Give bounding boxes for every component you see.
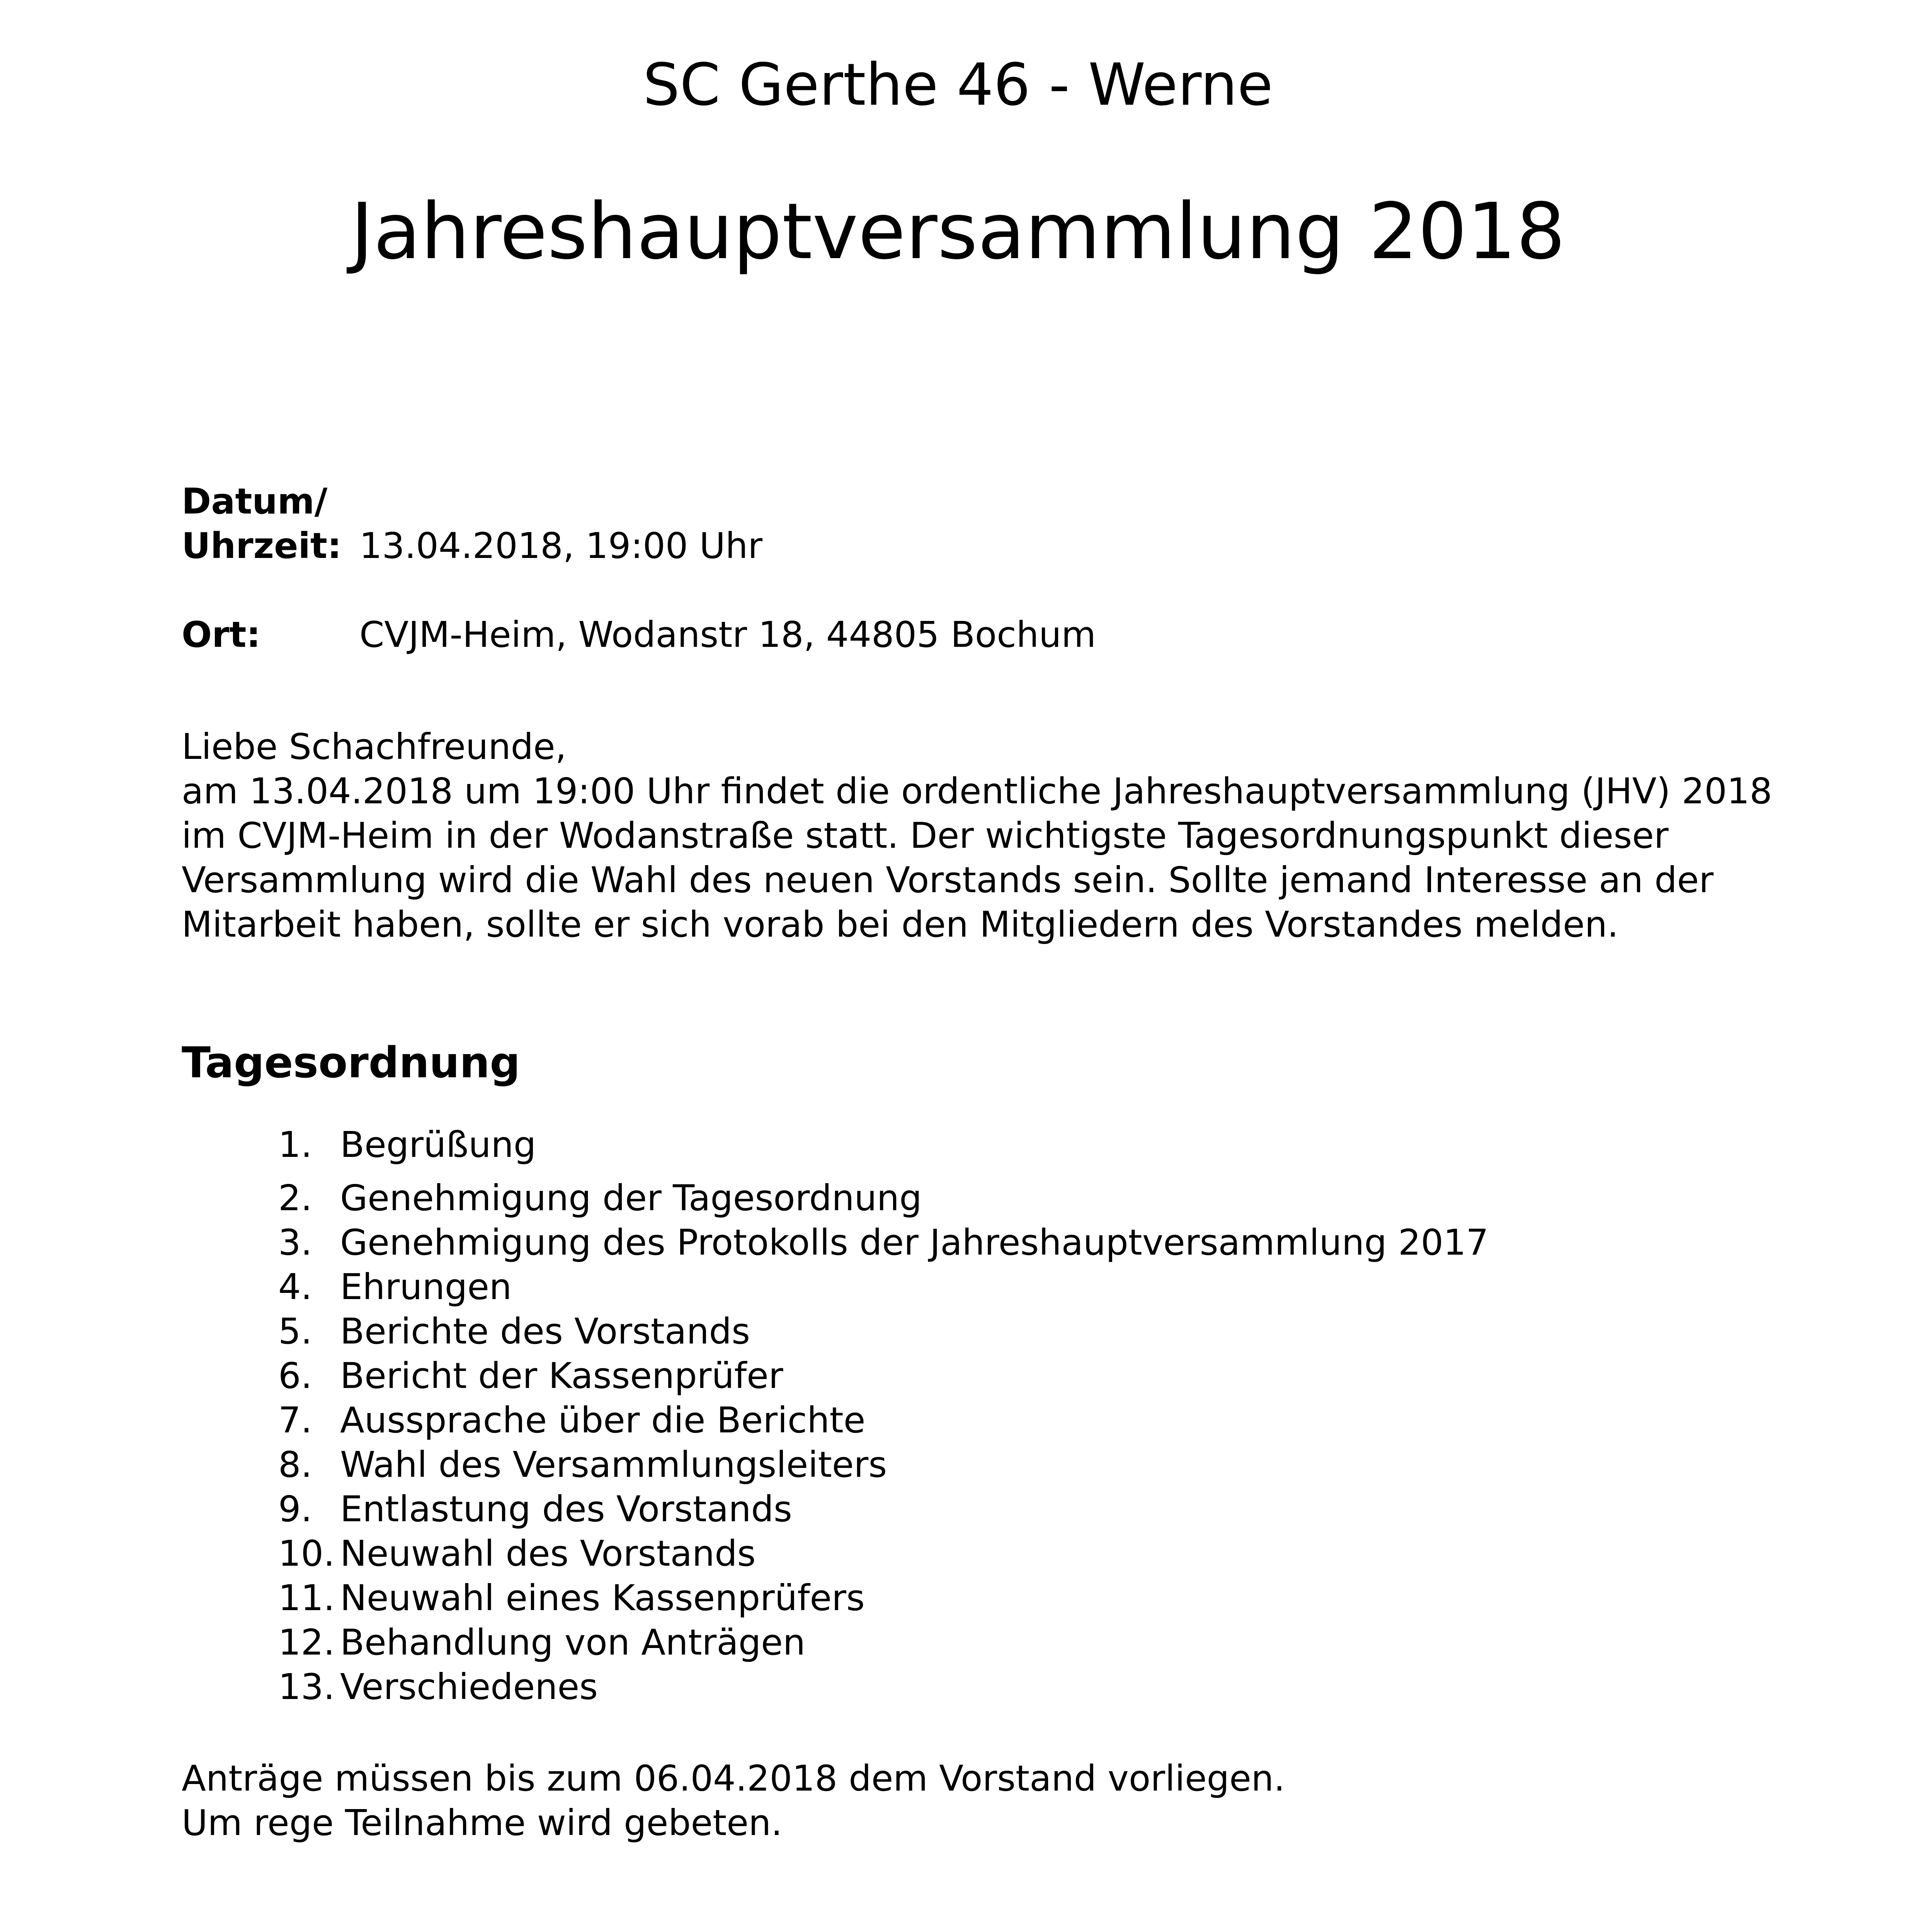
agenda-item-text: Neuwahl des Vorstands: [340, 1533, 756, 1574]
agenda-item-number: 11.: [278, 1577, 335, 1619]
agenda-item-number: 12.: [278, 1622, 335, 1663]
document-title: Jahreshauptversammlung 2018: [351, 187, 1565, 277]
agenda-item-text: Entlastung des Vorstands: [340, 1488, 792, 1530]
agenda-item-text: Aussprache über die Berichte: [340, 1400, 866, 1441]
agenda-item-text: Ehrungen: [340, 1266, 512, 1308]
agenda-item-number: 2.: [278, 1177, 312, 1219]
agenda-item-text: Neuwahl eines Kassenprüfers: [340, 1577, 865, 1619]
agenda-item-number: 3.: [278, 1222, 312, 1263]
intro-line: Mitarbeit haben, sollte er sich vorab bei den Mitgliedern des Vorstandes melden.: [182, 904, 1619, 945]
agenda-item-text: Genehmigung der Tagesordnung: [340, 1177, 922, 1219]
agenda-item-number: 1.: [278, 1124, 312, 1165]
agenda-item-text: Verschiedenes: [340, 1666, 598, 1708]
intro-line: am 13.04.2018 um 19:00 Uhr findet die ordentliche Jahreshauptversammlung (JHV) 2018: [182, 770, 1772, 812]
agenda-item-number: 10.: [278, 1533, 335, 1574]
club-name: SC Gerthe 46 - Werne: [643, 51, 1273, 119]
participation-note: Um rege Teilnahme wird gebeten.: [182, 1802, 783, 1844]
agenda-heading: Tagesordnung: [182, 1038, 521, 1087]
agenda-item-text: Wahl des Versammlungsleiters: [340, 1444, 887, 1485]
intro-line: Versammlung wird die Wahl des neuen Vorstands sein. Sollte jemand Interesse an der: [182, 859, 1714, 901]
date-label-line2: Uhrzeit:: [182, 525, 342, 566]
agenda-item-number: 5.: [278, 1311, 312, 1352]
date-label-line1: Datum/: [182, 481, 328, 522]
agenda-item-number: 7.: [278, 1400, 312, 1441]
date-value: 13.04.2018, 19:00 Uhr: [359, 525, 763, 566]
greeting: Liebe Schachfreunde,: [182, 726, 567, 767]
agenda-item-text: Bericht der Kassenprüfer: [340, 1355, 783, 1396]
agenda-item-text: Begrüßung: [340, 1124, 536, 1165]
place-value: CVJM-Heim, Wodanstr 18, 44805 Bochum: [359, 614, 1096, 655]
agenda-item-number: 6.: [278, 1355, 312, 1396]
place-label: Ort:: [182, 614, 261, 655]
agenda-item-number: 8.: [278, 1444, 312, 1485]
agenda-item-text: Berichte des Vorstands: [340, 1311, 750, 1352]
deadline-note: Anträge müssen bis zum 06.04.2018 dem Vorstand vorliegen.: [182, 1758, 1285, 1799]
agenda-item-number: 13.: [278, 1666, 335, 1708]
agenda-item-number: 4.: [278, 1266, 312, 1308]
agenda-item-text: Genehmigung des Protokolls der Jahreshauptversammlung 2017: [340, 1222, 1489, 1263]
agenda-item-text: Behandlung von Anträgen: [340, 1622, 806, 1663]
intro-line: im CVJM-Heim in der Wodanstraße statt. Der wichtigste Tagesordnungspunkt dieser: [182, 815, 1669, 856]
agenda-item-number: 9.: [278, 1488, 312, 1530]
